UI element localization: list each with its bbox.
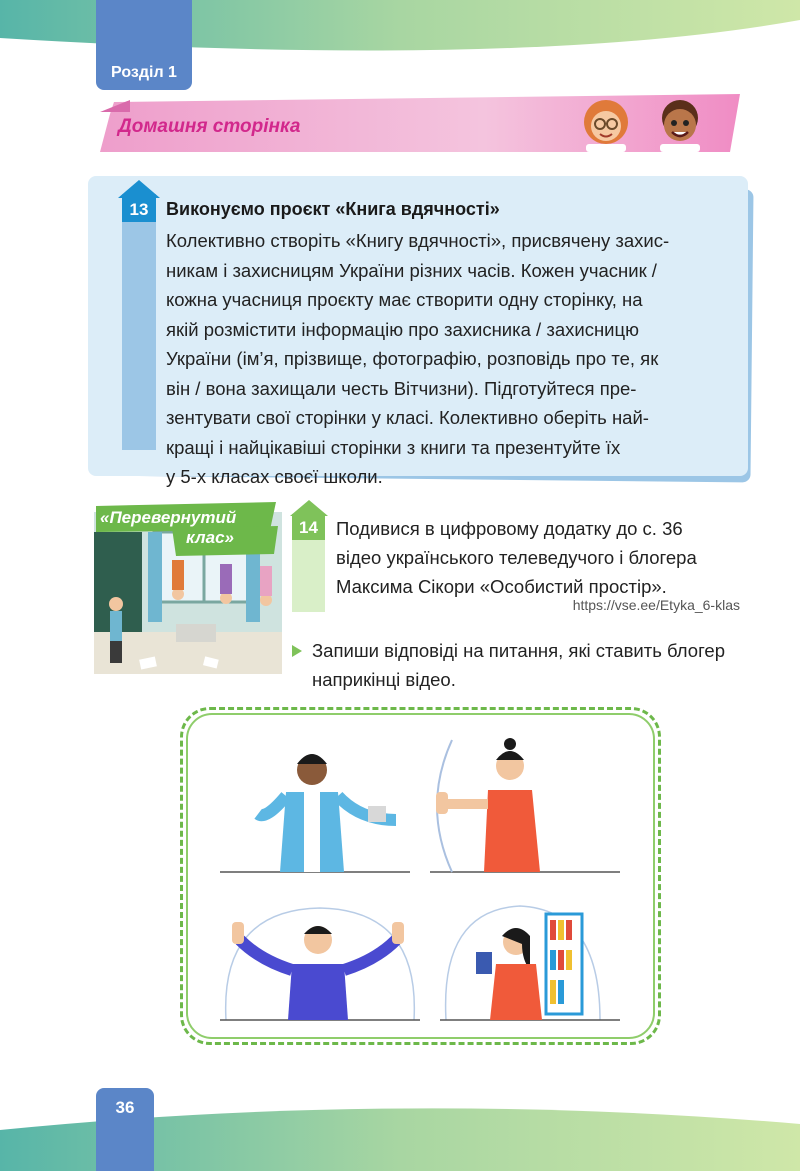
ribbon-title: Домашня сторінка (118, 116, 301, 137)
reading-woman-icon (440, 906, 620, 1020)
bullet-arrow-icon (292, 645, 302, 657)
task-13-line: кращі і найцікавіші сторінки з книги та презентуйте їх (166, 436, 621, 458)
task-13-title: Виконуємо проєкт «Книга вдячності» (166, 199, 500, 219)
page-number-tab (96, 1088, 154, 1171)
task-14-line: Подивися в цифровому додатку до с. 36 (336, 518, 683, 539)
task-13-line: у 5-х класах своєї школи. (166, 466, 383, 487)
flipped-class-title-line2: клас» (186, 528, 234, 547)
task-13-line: України (ім’я, прізвище, фотографію, розповідь про те, як (166, 348, 659, 369)
task-13-number: 13 (122, 196, 156, 222)
stop-gesture-woman-icon (430, 738, 620, 872)
digital-resource-link[interactable]: https://vse.ee/Etyka_6-klas (572, 597, 740, 613)
task-13-line: никам і захисницям України різних часів. Кожен учасник / (166, 259, 657, 281)
task-14-number: 14 (292, 514, 325, 540)
task-13-line: якій розмістити інформацію про захисника / захисницю (166, 318, 639, 340)
task-13-line: зентувати свої сторінки у класі. Колективно оберіть най- (166, 407, 649, 428)
task-13-side-bar (122, 194, 156, 450)
task-13-body (166, 226, 739, 492)
task-14-line: Максима Сікори «Особистий простір». (336, 576, 667, 597)
shrugging-man-icon (220, 754, 410, 872)
personal-space-illustration (200, 720, 640, 1030)
section-tab (96, 0, 192, 90)
task-13-line: Колективно створіть «Книгу вдячності», присвячену захис- (166, 230, 670, 251)
task-14-line: відео українського телеведучого і блогера (336, 547, 697, 568)
boy-character-icon (652, 98, 708, 152)
task-13-line: він / вона захищали честь Вітчизни). Підготуйтеся пре- (166, 377, 637, 399)
arms-out-man-icon (220, 908, 420, 1020)
task-13-line: кожна учасниця проєкту має створити одну сторінку, на (166, 289, 643, 310)
section-label: Розділ 1 (111, 64, 177, 81)
task-14-body (336, 514, 741, 601)
flipped-class-title-line1: «Перевернутий (100, 508, 237, 527)
page-number: 36 (115, 1098, 135, 1117)
task-14-instruction-line: Запиши відповіді на питання, які ставить блогер (312, 640, 725, 661)
task-14-instruction (312, 636, 742, 694)
task-14-instruction-line: наприкінці відео. (312, 669, 456, 690)
girl-character-icon (578, 98, 634, 152)
